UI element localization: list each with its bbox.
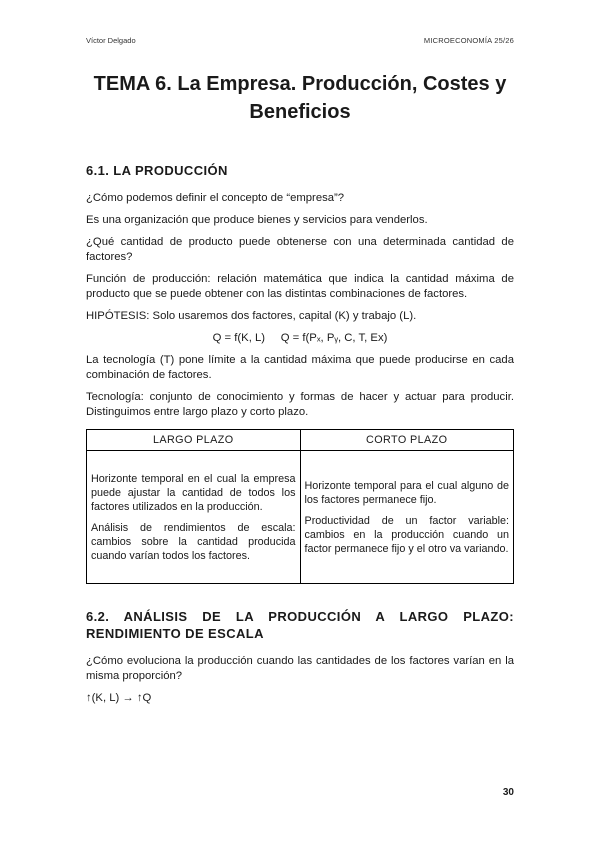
paragraph: Es una organización que produce bienes y servicios para venderlos. <box>86 214 428 226</box>
cell-text: Análisis de rendimientos de escala: cambios sobre la cantidad producida cuando varían todos los factores. <box>91 521 296 562</box>
header-course: MICROECONOMÍA 25/26 <box>423 36 514 45</box>
page-title: TEMA 6. La Empresa. Producción, Costes y Beneficios <box>93 73 507 123</box>
table-header-corto: CORTO PLAZO <box>300 430 514 451</box>
cell-text: Horizonte temporal en el cual la empresa puede ajustar la cantidad de todos los factores utilizados en la producción. <box>91 472 296 513</box>
table-header-largo: LARGO PLAZO <box>87 430 301 451</box>
header-author: Víctor Delgado <box>86 36 136 45</box>
paragraph: ¿Qué cantidad de producto puede obtenerse con una determinada cantidad de factores? <box>86 236 514 263</box>
main-content <box>86 163 514 706</box>
paragraph: ¿Cómo podemos definir el concepto de “empresa”? <box>86 192 345 204</box>
paragraph: HIPÓTESIS: Solo usaremos dos factores, capital (K) y trabajo (L). <box>86 310 417 322</box>
cell-text: Horizonte temporal para el cual alguno de los factores permanece fijo. <box>304 479 509 506</box>
paragraph: ¿Cómo evoluciona la producción cuando las cantidades de los factores varían en la misma proporción? <box>86 655 514 682</box>
section-heading-largo-plazo: 6.2. ANÁLISIS DE LA PRODUCCIÓN A LARGO PLAZO: RENDIMIENTO DE ESCALA <box>86 609 514 641</box>
plazo-comparison-table <box>86 429 514 584</box>
table-cell-corto <box>300 451 514 584</box>
scale-relation: ↑(K, L) → ↑Q <box>86 692 152 704</box>
paragraph: La tecnología (T) pone límite a la cantidad máxima que puede producirse en cada combinación de factores. <box>86 354 514 381</box>
page-number: 30 <box>502 787 514 798</box>
section-heading-produccion: 6.1. LA PRODUCCIÓN <box>86 163 228 178</box>
paragraph: Tecnología: conjunto de conocimiento y formas de hacer y actuar para producir. Distinguimos entre largo plazo y corto plazo. <box>86 391 514 418</box>
production-formula: Q = f(K, L) Q = f(Pₓ, Pᵧ, C, T, Ex) <box>212 332 388 344</box>
table-cell-largo <box>87 451 301 584</box>
paragraph: Función de producción: relación matemática que indica la cantidad máxima de producto que se puede obtener con las distintas combinaciones de factores. <box>86 273 514 300</box>
cell-text: Productividad de un factor variable: cambios en la producción cuando un factor permanece fijo y el otro va variando. <box>304 514 509 555</box>
